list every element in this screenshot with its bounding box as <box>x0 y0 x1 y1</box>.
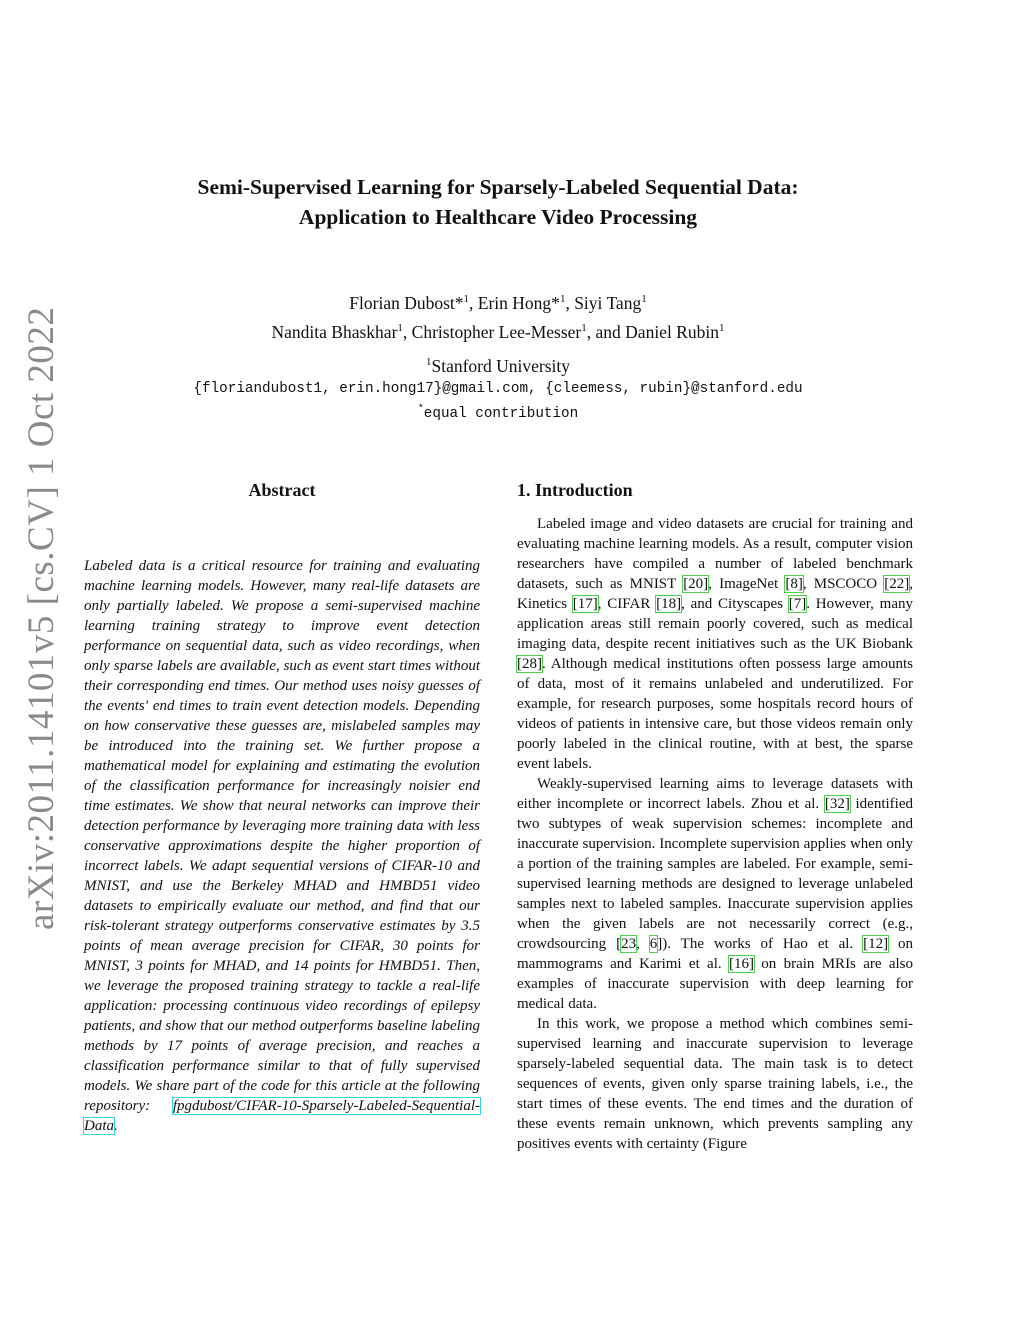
affiliation-marker: 1 <box>718 321 725 334</box>
intro-text: on brain MRIs are also examples of inaccurate supervision with deep learning for medical data. <box>517 956 913 1012</box>
intro-paragraph-3: In this work, we propose a method which combines semi-supervised learning and inaccurate supervision to leverage sparsely-labeled sequential data. The main task is to detect sequences of events, given only sparse training labels, i.e., the start times of these events. The end times and the duration of these events remain unknown, which prevents sampling any positives events with certainty (Figure <box>517 1016 913 1152</box>
citation-link[interactable]: [18] <box>656 596 682 612</box>
right-column <box>517 478 913 1154</box>
author-emails: {floriandubost1, erin.hong17}@gmail.com, {cleemess, rubin}@stanford.edu <box>193 381 803 397</box>
author-name: Nandita Bhaskhar <box>271 321 398 342</box>
affiliation-marker: 1 <box>641 293 647 305</box>
title-line-1: Semi-Supervised Learning for Sparsely-Labeled Sequential Data: <box>197 175 799 199</box>
affiliation-name: Stanford University <box>431 355 571 376</box>
citation-link[interactable]: [20] <box>683 576 709 592</box>
intro-text: Labeled image and video datasets are crucial for training and evaluating machine learning models. As a result, computer vision researchers have compiled a number of labeled benchmark datasets, such as MNIST <box>517 516 913 592</box>
intro-text: , <box>636 936 650 952</box>
introduction-body <box>517 514 913 1154</box>
citation-link[interactable]: [22] <box>884 576 910 592</box>
title-line-2: Application to Healthcare Video Processing <box>298 205 698 229</box>
intro-text: . However, many application areas still remain poorly covered, such as medical imaging data, despite recent initiatives such as the UK Biobank <box>517 596 913 652</box>
intro-paragraph-1 <box>517 514 913 774</box>
intro-text: . Although medical institutions often possess large amounts of data, most of it remains unlabeled and underutilized. For example, for research purposes, some hospitals record hours of videos of patients in intensive care, but those videos remain only poorly labeled in the clinical routine, with at best, the sparse event labels. <box>517 656 913 772</box>
citation-link[interactable]: 6 <box>649 936 658 952</box>
citation-link[interactable]: [8] <box>785 576 803 592</box>
intro-text: Weakly-supervised learning aims to leverage datasets with either incomplete or incorrect labels. Zhou et al. <box>517 776 913 812</box>
citation-link[interactable]: [7] <box>788 596 807 612</box>
equal-contribution-note <box>100 400 896 424</box>
author-name: Florian Dubost* <box>349 292 464 313</box>
repository-link[interactable]: fpgdubost/CIFAR-10-Sparsely-Labeled-Sequential-Data <box>84 1098 480 1134</box>
abstract-paragraph <box>84 556 480 1136</box>
affiliation-marker: 1 <box>581 321 587 334</box>
paper-title <box>100 172 896 232</box>
author-line-2 <box>100 316 896 345</box>
arxiv-identifier-stamp: arXiv:2011.14101v5 [cs.CV] 1 Oct 2022 <box>21 306 62 930</box>
citation-link[interactable]: 23 <box>621 936 637 952</box>
citation-link[interactable]: [16] <box>728 956 754 972</box>
equal-contribution-text: equal contribution <box>423 406 579 422</box>
citation-link[interactable]: [28] <box>517 656 542 672</box>
citation-link[interactable]: [17] <box>572 596 598 612</box>
author-name: , and Daniel Rubin <box>586 321 719 342</box>
citation-link[interactable]: [12] <box>863 936 889 952</box>
intro-text: , MSCOCO <box>802 576 885 592</box>
author-name: , Erin Hong* <box>469 292 560 313</box>
intro-paragraph-2 <box>517 774 913 1014</box>
intro-text: on mammograms and Karimi et al. <box>517 936 914 972</box>
affiliation-marker: 1 <box>463 293 470 305</box>
author-name: , Siyi Tang <box>565 292 642 313</box>
author-name: , Christopher Lee-Messer <box>402 321 582 342</box>
affiliation-marker: 1 <box>397 321 403 334</box>
affiliation <box>100 350 896 378</box>
introduction-heading: 1. Introduction <box>517 480 633 500</box>
abstract-heading: Abstract <box>248 480 316 500</box>
citation-link[interactable]: [32] <box>824 796 850 812</box>
intro-text: , Kinetics <box>517 576 913 612</box>
affiliation-marker: 1 <box>559 293 566 305</box>
equal-contribution-star: * <box>417 404 424 415</box>
abstract-end: . <box>114 1118 118 1134</box>
left-column <box>84 478 480 1136</box>
intro-text: , and Cityscapes <box>681 596 789 612</box>
abstract-text: Labeled data is a critical resource for training and evaluating machine learning models. However, many real-life datasets are only partially labeled. We propose a semi-supervised machine learning training strategy to improve event detection performance on sequential data, such as video recordings, when only sparse labels are available, such as event start times without their corresponding end times. Our method uses noisy guesses of the events' end times to train event detection models. Depending on how conservative these guesses are, mislabeled samples may be introduced into the training set. We further propose a mathematical model for explaining and estimating the evolution of the classification performance for increasingly noisier end time estimates. We show that neural networks can improve their detection performance by leveraging more training data with less conservative approximations despite the higher proportion of incorrect labels. We adapt sequential versions of CIFAR-10 and MNIST, and use the Berkeley MHAD and HMBD51 video datasets to empirically evaluate our method, and find that our risk-tolerant strategy outperforms conservative estimates by 3.5 points of mean average precision for CIFAR, 30 points for MNIST, 3 points for MHAD, and 14 points for HMBD51. Then, we leverage the proposed training strategy to tackle a real-life application: processing continuous video recordings of epilepsy patients, and show that our method outperforms baseline labeling methods by 17 points of average precision, and reaches a classification performance similar to that of fully supervised models. We share part of the code for this article at the following repository: <box>84 558 480 1114</box>
intro-text: , ImageNet <box>708 576 786 592</box>
intro-text: , CIFAR <box>597 596 657 612</box>
author-list <box>100 287 896 345</box>
intro-text: ]). The works of Hao et al. <box>657 936 864 952</box>
affiliation-marker: 1 <box>425 356 432 368</box>
author-line-1 <box>100 287 896 316</box>
abstract-body <box>84 556 480 1136</box>
intro-text: identified two subtypes of weak supervision schemes: incomplete and inaccurate supervision. Incomplete supervision applies when only a portion of the training samples are labeled. For example, semi-supervised learning methods are designed to leverage unlabeled samples next to labeled samples. Inaccurate supervision applies when the given labels are not necessarily correct (e.g., crowdsourcing [ <box>517 796 913 952</box>
